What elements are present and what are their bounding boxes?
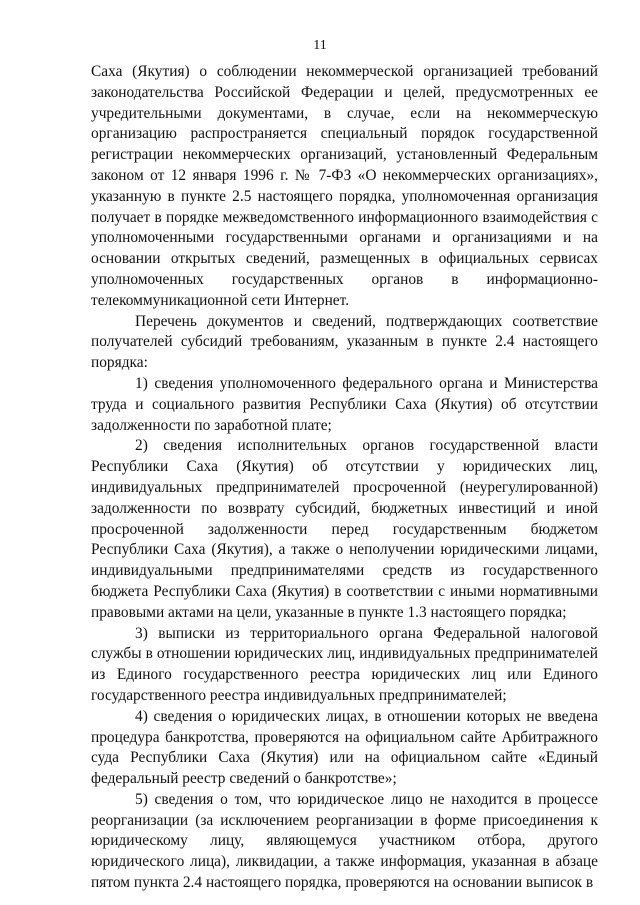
list-item-5: 5) сведения о том, что юридическое лицо не находится в процессе реорганизации (за исключением реорганизации в форме присоединения к юридическому лицу, являющемуся участником отбора, другого юридического лица), ликвидации, а также информация, указанная в абзаце пятом пункта 2.4 настоящего порядка, проверяются на основании выписок в [91,790,598,892]
list-item-1: 1) сведения уполномоченного федерального органа и Министерства труда и социального развития Республики Саха (Якутия) об отсутствии задолженности по заработной плате; [91,374,598,434]
list-item-4: 4) сведения о юридических лицах, в отношении которых не введена процедура банкротства, проверяются на официальном сайте Арбитражного суда Республики Саха (Якутия) или на официальном сайте «Единый федеральный реестр сведений о банкротстве»; [91,707,598,788]
document-body [91,62,598,894]
paragraph-continuation: Саха (Якутия) о соблюдении некоммерческой организацией требований законодательства Российской Федерации и целей, предусмотренных ее учредительными документами, в случае, если на некоммерческую организацию распространяется специальный порядок государственной регистрации некоммерческих организаций, установленный Федеральным законом от 12 января 1996 г. № 7-ФЗ «О некоммерческих организациях», указанную в пункте 2.5 настоящего порядка, уполномоченная организация получает в порядке межведомственного информационного взаимодействия с уполномоченными государственными органами и организациями и на основании открытых сведений, размещенных в официальных сервисах уполномоченных государственных органов в информационно-телекоммуникационной сети Интернет. [91,63,598,309]
page-number: 11 [313,38,327,53]
paragraph-documents-list-intro: Перечень документов и сведений, подтверждающих соответствие получателей субсидий требованиям, указанным в пункте 2.4 настоящего порядка: [91,312,598,372]
list-item-3: 3) выписки из территориального органа Федеральной налоговой службы в отношении юридических лиц, индивидуальных предпринимателей из Единого государственного реестра юридических лиц или Единого государственного реестра индивидуальных предпринимателей; [91,624,598,704]
list-item-2: 2) сведения исполнительных органов государственной власти Республики Саха (Якутия) об отсутствии у юридических лиц, индивидуальных предпринимателей просроченной (неурегулированной) задолженности по возврату субсидий, бюджетных инвестиций и иной просроченной задолженности перед государственным бюджетом Республики Саха (Якутия), а также о неполучении юридическими лицами, индивидуальными предпринимателями средств из государственного бюджета Республики Саха (Якутия) в соответствии с иными нормативными правовыми актами на цели, указанные в пункте 1.3 настоящего порядка; [91,437,598,621]
